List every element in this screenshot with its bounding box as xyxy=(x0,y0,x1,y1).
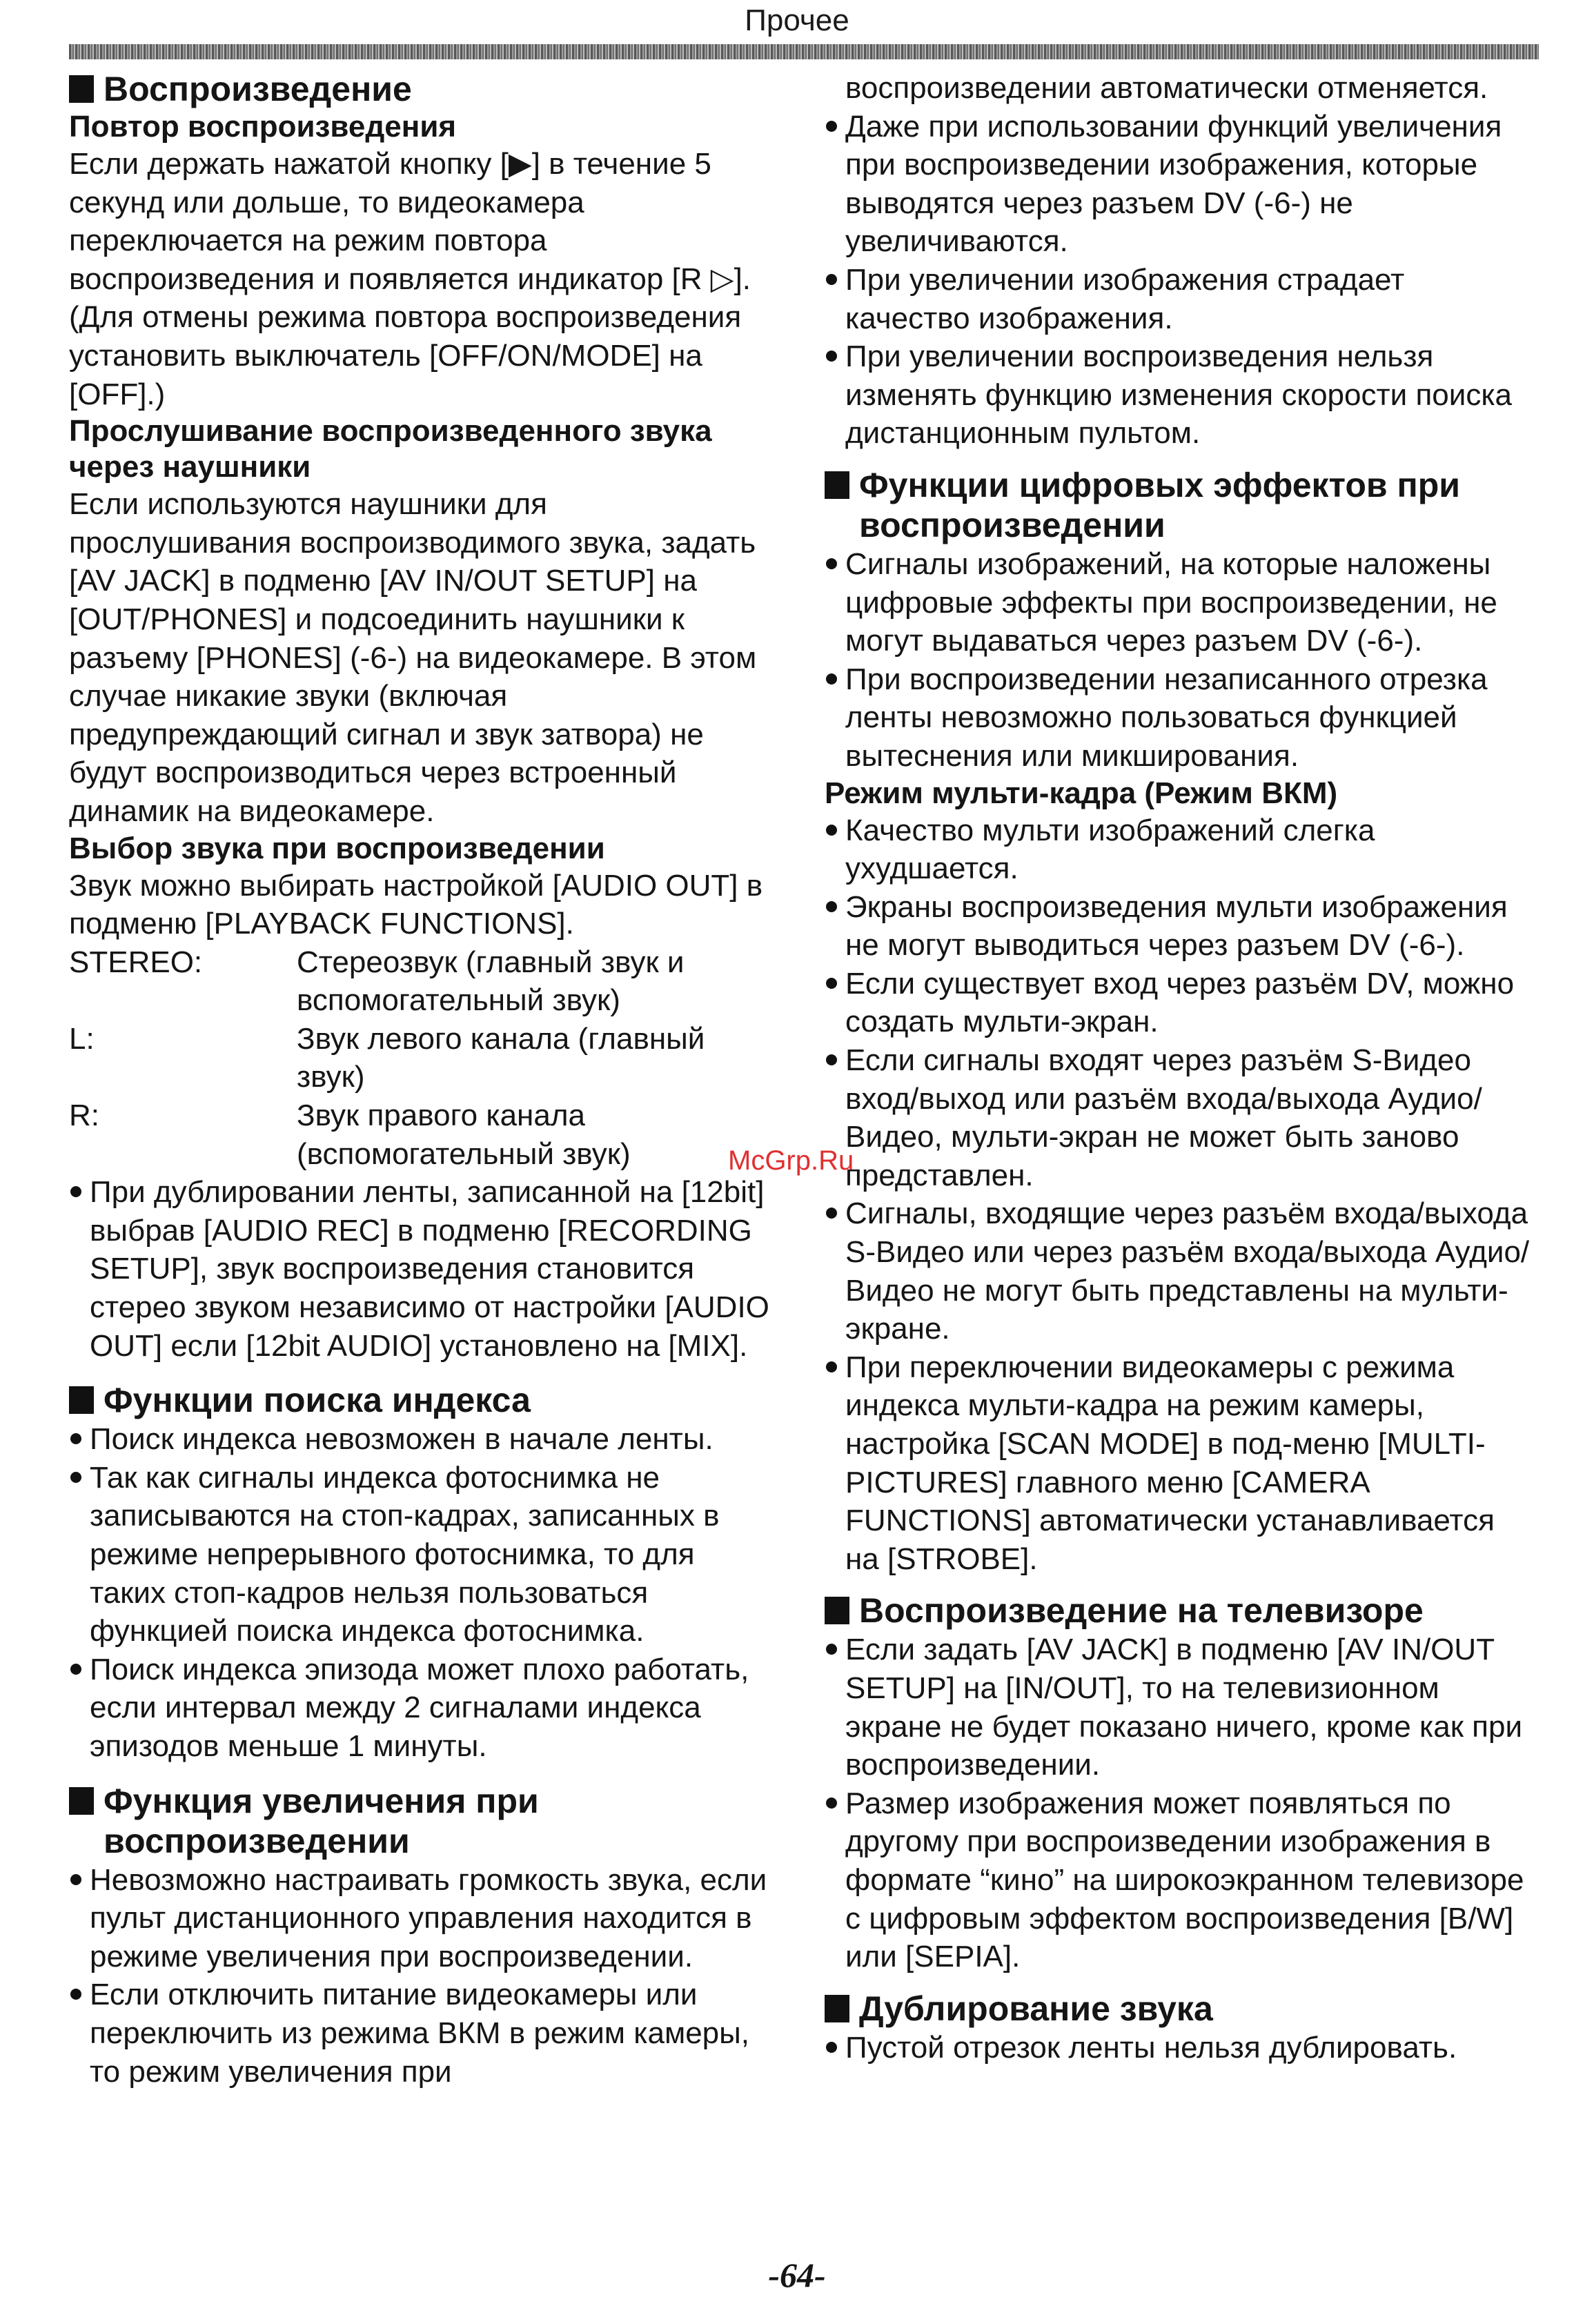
section-square-icon xyxy=(825,1597,849,1624)
subheading-multi: Режим мульти-кадра (Режим ВКМ) xyxy=(825,776,1338,810)
subheading-headphones: Прослушивание воспроизведенного звука через наушники xyxy=(69,414,712,484)
paragraph-repeat: Если держать нажатой кнопку [▶] в течение 5 секунд или дольше, то видеокамера переключается на режим повтора воспроизведения и появляется индикатор [R ▷]. (Для отмены режима повтора воспроизведения установить выключатель [OFF/ON/MODE] на [OFF].) xyxy=(69,147,751,411)
bullet-item: Так как сигналы индекса фотоснимка не записываются на стоп-кадрах, записанных в режиме непрерывного фотоснимка, то для таких стоп-кадров нельзя пользоваться функцией поиска индекса фотоснимка. xyxy=(69,1459,773,1651)
bullet-item: При дублировании ленты, записанной на [12bit] выбрав [AUDIO REC] в подменю [RECORDING SETUP], звук воспроизведения становится стерео звуком независимо от настройки [AUDIO OUT] если [12bit AUDIO] установлено на [MIX]. xyxy=(69,1173,773,1365)
section-heading-digital-effects: Функции цифровых эффектов при воспроизведении xyxy=(825,465,1535,545)
header-rule xyxy=(69,44,1539,59)
continued-text: воспроизведении автоматически отменяется. xyxy=(845,71,1488,105)
subheading-repeat: Повтор воспроизведения xyxy=(69,110,457,144)
bullet-item: При увеличении воспроизведения нельзя изменять функцию изменения скорости поиска дистанционным пультом. xyxy=(825,337,1535,453)
bullet-item: При переключении видеокамеры с режима индекса мульти-кадра на режим камеры, настройка [SCAN MODE] в под-меню [MULTI-PICTURES] главного меню [CAMERA FUNCTIONS] автоматически устанавливается на [STROBE]. xyxy=(825,1348,1535,1579)
bullet-item: Невозможно настраивать громкость звука, если пульт дистанционного управления находится в режиме увеличения при воспроизведении. xyxy=(69,1861,773,1976)
option-row: R: Звук правого канала (вспомогательный звук) xyxy=(69,1099,631,1171)
watermark: McGrp.Ru xyxy=(728,1145,854,1176)
section-heading-index: Функции поиска индекса xyxy=(69,1380,773,1420)
bullet-item: Поиск индекса эпизода может плохо работать, если интервал между 2 сигналами индекса эпизодов меньше 1 минуты. xyxy=(69,1651,773,1766)
bullet-item: Сигналы, входящие через разъём входа/выхода S-Видео или через разъём входа/выхода Аудио/Видео не могут быть представлены на мульти-экране. xyxy=(825,1194,1535,1348)
section-heading-playback: Воспроизведение xyxy=(69,69,773,109)
bullet-item: Размер изображения может появляться по другому при воспроизведении изображения в формате “кино” на широкоэкранном телевизоре с цифровым эффектом воспроизведения [B/W] или [SEPIA]. xyxy=(825,1784,1535,1976)
bullet-item: Если задать [AV JACK] в подменю [AV IN/OUT SETUP] на [IN/OUT], то на телевизионном экране не будет показано ничего, кроме как при воспроизведении. xyxy=(825,1631,1535,1784)
section-heading-tv: Воспроизведение на телевизоре xyxy=(825,1591,1535,1631)
option-row: STEREO: Стереозвук (главный звук и вспомогательный звук) xyxy=(69,945,685,1018)
left-column xyxy=(69,69,773,2091)
bullet-item: Если существует вход через разъём DV, можно создать мульти-экран. xyxy=(825,965,1535,1041)
bullet-item: Поиск индекса невозможен в начале ленты. xyxy=(69,1420,773,1459)
option-row: L: Звук левого канала (главный звук) xyxy=(69,1021,705,1094)
bullet-item: Если сигналы входят через разъём S-Видео вход/выход или разъём входа/выхода Аудио/Видео, мульти-экран не может быть заново представлен. xyxy=(825,1041,1535,1194)
section-heading-audio-dub: Дублирование звука xyxy=(825,1989,1535,2029)
paragraph-sound-select: Звук можно выбирать настройкой [AUDIO OUT] в подменю [PLAYBACK FUNCTIONS]. xyxy=(69,868,763,941)
section-square-icon xyxy=(69,1787,94,1815)
bullet-item: Даже при использовании функций увеличения при воспроизведении изображения, которые выводятся через разъем DV (-6-) не увеличиваются. xyxy=(825,108,1535,261)
bullet-item: Сигналы изображений, на которые наложены цифровые эффекты при воспроизведении, не могут выдаваться через разъем DV (-6-). xyxy=(825,545,1535,660)
section-square-icon xyxy=(825,471,849,499)
bullet-item: Качество мульти изображений слегка ухудшается. xyxy=(825,811,1535,888)
section-square-icon xyxy=(825,1995,849,2022)
bullet-item: Пустой отрезок ленты нельзя дублировать. xyxy=(825,2029,1535,2067)
right-column xyxy=(825,69,1535,2067)
page-number: -64- xyxy=(768,2256,826,2294)
section-square-icon xyxy=(69,1386,94,1414)
section-heading-zoom: Функция увеличения при воспроизведении xyxy=(69,1781,773,1861)
bullet-item: При воспроизведении незаписанного отрезка ленты невозможно пользоваться функцией вытеснения или микширования. xyxy=(825,660,1535,776)
bullet-item: При увеличении изображения страдает качество изображения. xyxy=(825,261,1535,337)
page-header-title: Прочее xyxy=(745,3,849,37)
bullet-item: Экраны воспроизведения мульти изображения не могут выводиться через разъем DV (-6-). xyxy=(825,888,1535,965)
section-square-icon xyxy=(69,75,94,103)
paragraph-headphones: Если используются наушники для прослушивания воспроизводимого звука, задать [AV JACK] в подменю [AV IN/OUT SETUP] на [OUT/PHONES] и подсоединить наушники к разъему [PHONES] (-6-) на видеокамере. В этом случае никакие звуки (включая предупреждающий сигнал и звук затвора) не будут воспроизводиться через встроенный динамик на видеокамере. xyxy=(69,487,757,828)
bullet-item: Если отключить питание видеокамеры или переключить из режима ВКМ в режим камеры, то режим увеличения при xyxy=(69,1976,773,2091)
subheading-sound-select: Выбор звука при воспроизведении xyxy=(69,831,605,865)
